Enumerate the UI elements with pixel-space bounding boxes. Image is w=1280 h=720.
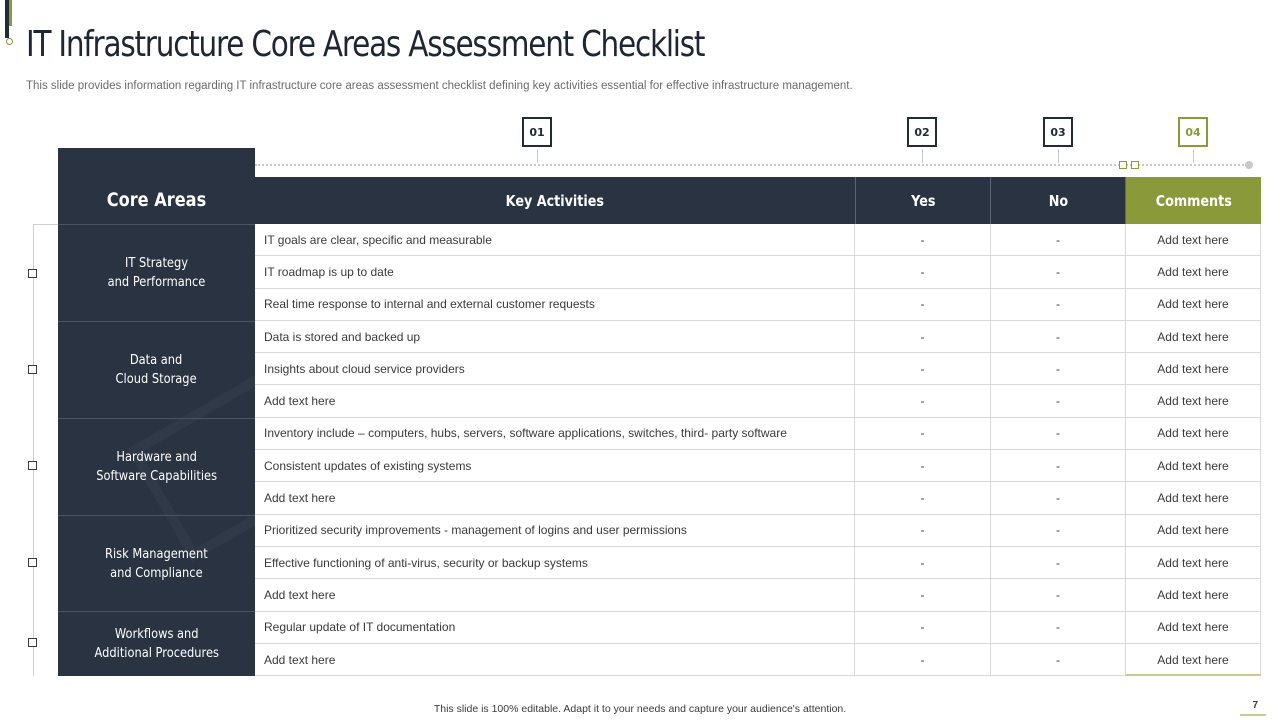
no-cell: - [991, 385, 1126, 416]
activity-cell: Effective functioning of anti-virus, security or backup systems [255, 547, 855, 578]
footer-note: This slide is 100% editable. Adapt it to your needs and capture your audience's attention. [433, 703, 847, 715]
step-stem [1058, 149, 1059, 163]
no-cell: - [991, 418, 1126, 449]
accent-bar-green [9, 0, 12, 26]
no-cell: - [991, 579, 1126, 610]
comment-cell: Add text here [1126, 644, 1261, 675]
table-row [255, 579, 1261, 611]
comment-cell: Add text here [1126, 321, 1261, 352]
no-cell: - [991, 321, 1126, 352]
step-stem [1193, 149, 1194, 163]
area-workflows: Workflows and Additional Procedures [58, 611, 255, 676]
no-cell: - [991, 224, 1126, 255]
comment-cell: Add text here [1126, 224, 1261, 255]
core-areas-panel [58, 148, 255, 676]
comment-cell: Add text here [1126, 612, 1261, 643]
table-row [255, 418, 1261, 450]
timeline-end-dot [1245, 161, 1253, 169]
yes-cell: - [855, 612, 991, 643]
activity-cell: IT roadmap is up to date [255, 256, 855, 287]
yes-cell: - [855, 385, 991, 416]
yes-cell: - [855, 224, 991, 255]
comment-cell: Add text here [1126, 418, 1261, 449]
header-yes: Yes [856, 177, 991, 224]
header-no: No [991, 177, 1126, 224]
activity-cell: Insights about cloud service providers [255, 353, 855, 384]
step-stem [922, 149, 923, 163]
core-areas-header: Core Areas [106, 189, 207, 211]
area-bracket [33, 224, 58, 676]
table-row [255, 353, 1261, 385]
checkbox[interactable] [28, 558, 37, 567]
area-hardware-software: Hardware and Software Capabilities [58, 418, 255, 515]
header-comments: Comments [1126, 177, 1261, 224]
comments-underline [1126, 674, 1261, 676]
area-data-cloud: Data and Cloud Storage [58, 321, 255, 418]
checkbox[interactable] [28, 365, 37, 374]
no-cell: - [991, 612, 1126, 643]
timeline-line [255, 164, 1248, 166]
page-number-underline [1240, 714, 1266, 716]
step-marker-03: 03 [1043, 117, 1073, 147]
activity-cell: Add text here [255, 482, 855, 513]
no-cell: - [991, 547, 1126, 578]
comment-cell: Add text here [1126, 289, 1261, 320]
page-number: 7 [1252, 700, 1258, 711]
table-row [255, 321, 1261, 353]
timeline-square-marker [1119, 161, 1127, 169]
yes-cell: - [855, 579, 991, 610]
yes-cell: - [855, 353, 991, 384]
yes-cell: - [855, 644, 991, 675]
table-row [255, 515, 1261, 547]
no-cell: - [991, 644, 1126, 675]
yes-cell: - [855, 256, 991, 287]
table-row [255, 224, 1261, 256]
step-marker-02: 02 [907, 117, 937, 147]
no-cell: - [991, 450, 1126, 481]
no-cell: - [991, 482, 1126, 513]
yes-cell: - [855, 321, 991, 352]
table-row [255, 289, 1261, 321]
table-row [255, 612, 1261, 644]
comment-cell: Add text here [1126, 547, 1261, 578]
no-cell: - [991, 256, 1126, 287]
comment-cell: Add text here [1126, 515, 1261, 546]
activity-cell: Consistent updates of existing systems [255, 450, 855, 481]
slide-title: IT Infrastructure Core Areas Assessment Checklist [26, 24, 705, 65]
checklist-table [255, 224, 1261, 676]
yes-cell: - [855, 482, 991, 513]
activity-cell: Regular update of IT documentation [255, 612, 855, 643]
comment-cell: Add text here [1126, 482, 1261, 513]
activity-cell: Data is stored and backed up [255, 321, 855, 352]
comment-cell: Add text here [1126, 579, 1261, 610]
comment-cell: Add text here [1126, 256, 1261, 287]
activity-cell: Add text here [255, 579, 855, 610]
checkbox[interactable] [28, 269, 37, 278]
table-row [255, 547, 1261, 579]
header-key-activities: Key Activities [255, 177, 856, 224]
table-row [255, 482, 1261, 514]
checkbox[interactable] [28, 638, 37, 647]
accent-dot [6, 38, 13, 45]
yes-cell: - [855, 418, 991, 449]
activity-cell: Prioritized security improvements - management of logins and user permissions [255, 515, 855, 546]
yes-cell: - [855, 289, 991, 320]
comment-cell: Add text here [1126, 353, 1261, 384]
area-it-strategy: IT Strategy and Performance [58, 224, 255, 321]
comment-cell: Add text here [1126, 450, 1261, 481]
comment-cell: Add text here [1126, 385, 1261, 416]
table-row [255, 644, 1261, 676]
timeline-square-marker [1131, 161, 1139, 169]
activity-cell: Add text here [255, 644, 855, 675]
step-stem [537, 149, 538, 163]
slide-subtitle: This slide provides information regarding IT infrastructure core areas assessment checklist defining key activities essential for effective infrastructure management. [26, 80, 853, 92]
no-cell: - [991, 289, 1126, 320]
step-marker-01: 01 [522, 117, 552, 147]
table-row [255, 256, 1261, 288]
checkbox[interactable] [28, 461, 37, 470]
table-row [255, 385, 1261, 417]
no-cell: - [991, 515, 1126, 546]
activity-cell: Add text here [255, 385, 855, 416]
yes-cell: - [855, 547, 991, 578]
yes-cell: - [855, 450, 991, 481]
step-marker-04: 04 [1178, 117, 1208, 147]
yes-cell: - [855, 515, 991, 546]
activity-cell: IT goals are clear, specific and measurable [255, 224, 855, 255]
area-risk-management: Risk Management and Compliance [58, 515, 255, 611]
table-row [255, 450, 1261, 482]
no-cell: - [991, 353, 1126, 384]
activity-cell: Inventory include – computers, hubs, servers, software applications, switches, third- party software [255, 418, 855, 449]
activity-cell: Real time response to internal and external customer requests [255, 289, 855, 320]
